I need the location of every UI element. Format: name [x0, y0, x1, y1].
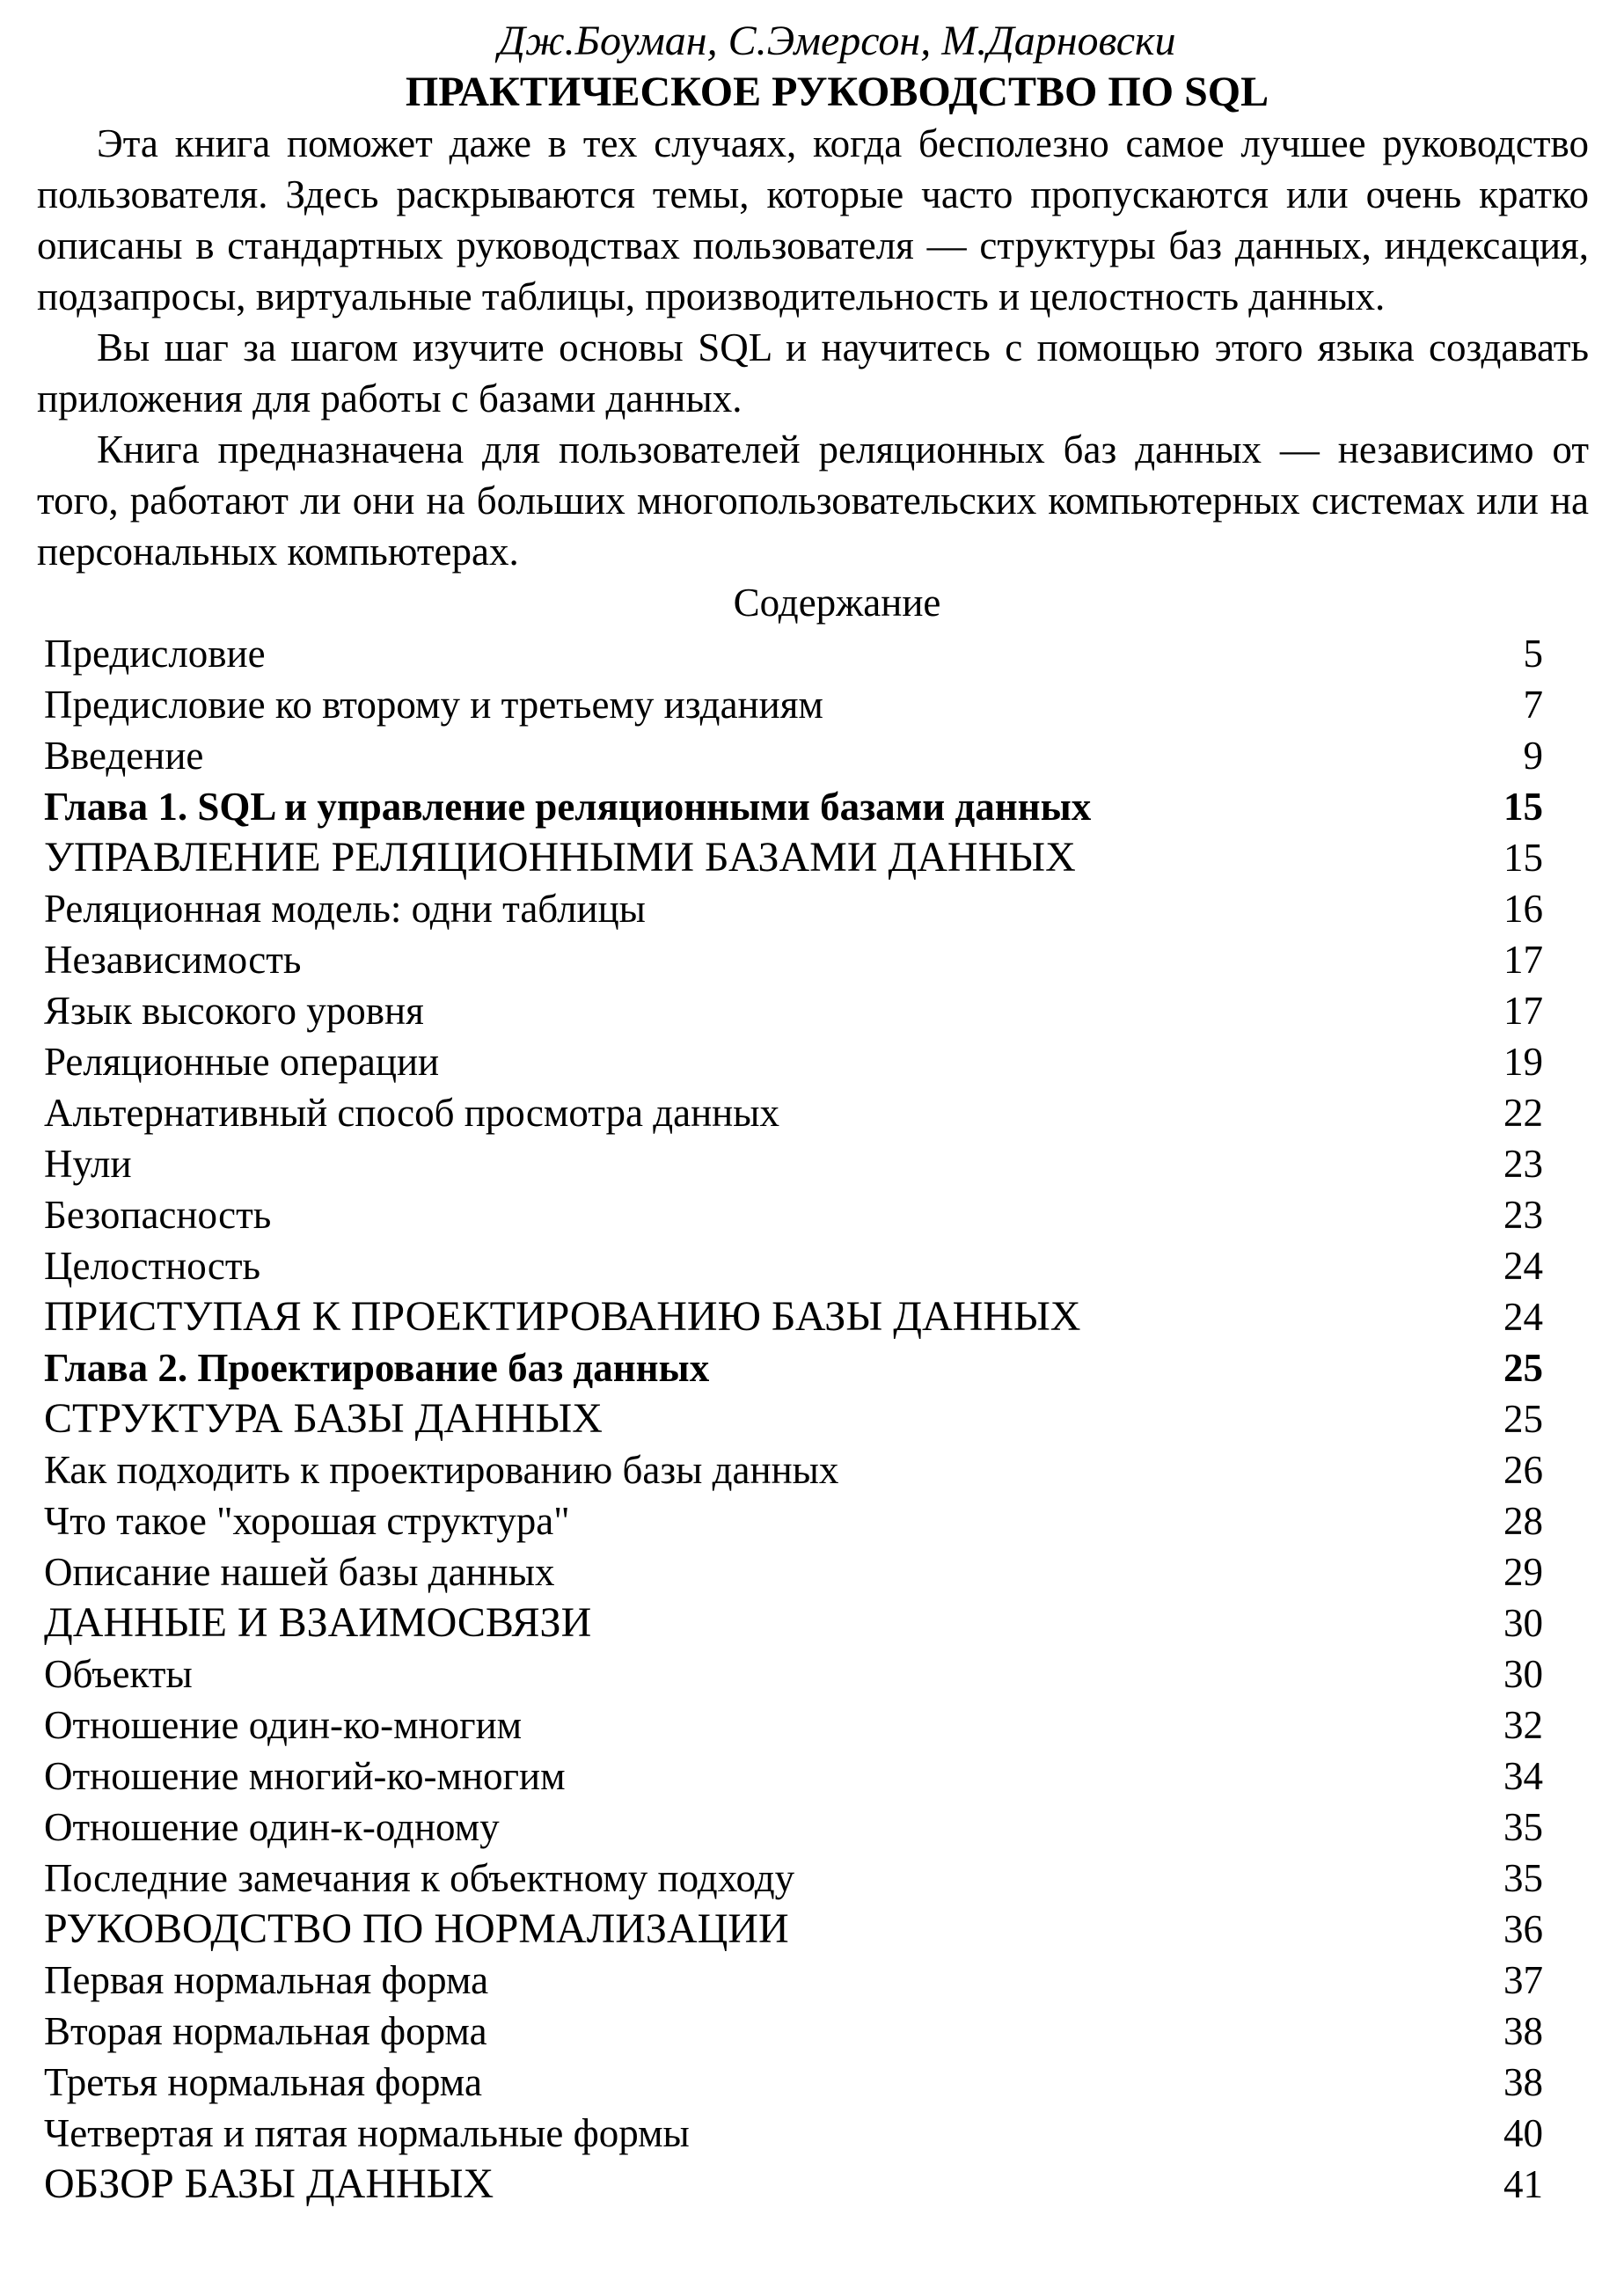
toc-entry	[37, 1036, 1589, 1087]
toc-entry-page-number: 34	[1503, 1754, 1543, 1798]
toc-entry	[37, 1649, 1589, 1700]
toc-heading: Содержание	[733, 581, 941, 625]
toc-entry-page-number: 38	[1503, 2009, 1543, 2053]
toc-entry-page-number: 17	[1503, 989, 1543, 1033]
toc-entry	[37, 1495, 1589, 1546]
toc-entry	[37, 2108, 1589, 2159]
toc-entry-page-number: 35	[1503, 1805, 1543, 1849]
authors-line: Дж.Боуман, С.Эмерсон, М.Дарновски	[498, 18, 1176, 64]
table-of-contents	[37, 628, 1589, 2210]
toc-entry-title: Как подходить к проектированию базы данных	[44, 1448, 839, 1492]
toc-entry-title: ПРИСТУПАЯ К ПРОЕКТИРОВАНИЮ БАЗЫ ДАННЫХ	[44, 1293, 1081, 1340]
toc-entry-title: Предисловие	[44, 632, 266, 676]
toc-entry-page-number: 17	[1503, 938, 1543, 982]
toc-entry-title: ОБЗОР БАЗЫ ДАННЫХ	[44, 2160, 494, 2207]
toc-entry-page-number: 40	[1503, 2111, 1543, 2155]
toc-entry	[37, 1393, 1589, 1444]
toc-entry-title: Отношение один-ко-многим	[44, 1703, 523, 1747]
toc-entry	[37, 2159, 1589, 2210]
toc-entry	[37, 2006, 1589, 2057]
toc-entry-title: СТРУКТУРА БАЗЫ ДАННЫХ	[44, 1395, 603, 1442]
toc-entry-page-number: 29	[1503, 1550, 1543, 1594]
toc-entry-title: Четвертая и пятая нормальные формы	[44, 2111, 690, 2155]
toc-entry-title: Последние замечания к объектному подходу	[44, 1856, 795, 1900]
toc-entry-title: Язык высокого уровня	[44, 989, 424, 1033]
toc-entry-page-number: 28	[1503, 1499, 1543, 1543]
toc-entry	[37, 679, 1589, 730]
toc-entry	[37, 985, 1589, 1036]
toc-entry-page-number: 26	[1503, 1448, 1543, 1492]
toc-entry-page-number: 25	[1503, 1346, 1543, 1390]
toc-entry-page-number: 5	[1523, 632, 1543, 676]
toc-entry	[37, 1751, 1589, 1802]
toc-entry-title: Описание нашей базы данных	[44, 1550, 555, 1594]
toc-entry-title: Альтернативный способ просмотра данных	[44, 1091, 779, 1135]
toc-entry	[37, 628, 1589, 679]
book-title: ПРАКТИЧЕСКОЕ РУКОВОДСТВО ПО SQL	[405, 69, 1269, 115]
toc-entry	[37, 1087, 1589, 1138]
toc-entry-title: Введение	[44, 734, 204, 778]
toc-entry-page-number: 22	[1503, 1091, 1543, 1135]
toc-entry-page-number: 16	[1503, 887, 1543, 931]
toc-entry-title: Вторая нормальная форма	[44, 2009, 487, 2053]
toc-entry	[37, 1291, 1589, 1342]
toc-entry	[37, 934, 1589, 985]
toc-entry	[37, 1342, 1589, 1393]
toc-entry-title: Реляционная модель: одни таблицы	[44, 887, 646, 931]
toc-entry-page-number: 15	[1503, 785, 1543, 829]
toc-entry-title: УПРАВЛЕНИЕ РЕЛЯЦИОННЫМИ БАЗАМИ ДАННЫХ	[44, 834, 1076, 881]
toc-entry-title: Целостность	[44, 1244, 261, 1288]
toc-entry	[37, 883, 1589, 934]
toc-entry-page-number: 36	[1503, 1907, 1543, 1951]
toc-entry-page-number: 24	[1503, 1295, 1543, 1339]
toc-entry-title: Глава 1. SQL и управление реляционными базами данных	[44, 785, 1092, 829]
toc-entry-title: Что такое "хорошая структура"	[44, 1499, 570, 1543]
toc-entry-title: Нули	[44, 1142, 132, 1186]
toc-entry	[37, 1853, 1589, 1904]
toc-entry-title: Реляционные операции	[44, 1040, 440, 1084]
toc-entry	[37, 1700, 1589, 1751]
toc-entry	[37, 1138, 1589, 1189]
toc-entry-page-number: 30	[1503, 1601, 1543, 1645]
toc-entry-page-number: 15	[1503, 836, 1543, 880]
toc-entry-page-number: 19	[1503, 1040, 1543, 1084]
toc-entry-title: Независимость	[44, 938, 302, 982]
toc-entry-page-number: 41	[1503, 2162, 1543, 2206]
toc-entry	[37, 832, 1589, 883]
toc-entry	[37, 2057, 1589, 2108]
toc-entry-title: Отношение многий-ко-многим	[44, 1754, 566, 1798]
toc-entry	[37, 1904, 1589, 1955]
intro-paragraph: Эта книга поможет даже в тех случаях, когда бесполезно самое лучшее руководство пользователя. Здесь раскрываются темы, которые часто пропускаются или очень кратко описаны в стандартных руководствах пользователя — структуры баз данных, индексация, подзапросы, виртуальные таблицы, производительность и целостность данных.	[37, 121, 1589, 318]
toc-entry-page-number: 30	[1503, 1652, 1543, 1696]
toc-entry-title: Глава 2. Проектирование баз данных	[44, 1346, 710, 1390]
intro-paragraph: Вы шаг за шагом изучите основы SQL и научитесь с помощью этого языка создавать приложения для работы с базами данных.	[37, 325, 1589, 420]
toc-entry-page-number: 9	[1523, 734, 1543, 778]
toc-entry-page-number: 7	[1523, 683, 1543, 727]
toc-entry	[37, 781, 1589, 832]
toc-entry	[37, 1546, 1589, 1597]
toc-entry	[37, 730, 1589, 781]
toc-entry-title: Предисловие ко второму и третьему изданиям	[44, 683, 823, 727]
intro-paragraph: Книга предназначена для пользователей реляционных баз данных — независимо от того, работают ли они на больших многопользовательских компьютерных системах или на персональных компьютерах.	[37, 428, 1589, 574]
toc-entry	[37, 1955, 1589, 2006]
toc-entry-title: Объекты	[44, 1652, 193, 1696]
toc-entry-title: РУКОВОДСТВО ПО НОРМАЛИЗАЦИИ	[44, 1905, 789, 1952]
toc-entry-title: Отношение один-к-одному	[44, 1805, 500, 1849]
toc-entry	[37, 1189, 1589, 1240]
toc-entry	[37, 1802, 1589, 1853]
toc-entry-title: Безопасность	[44, 1193, 272, 1237]
toc-entry-page-number: 23	[1503, 1142, 1543, 1186]
toc-entry-page-number: 38	[1503, 2060, 1543, 2104]
document-page	[37, 16, 1589, 2210]
toc-entry-page-number: 24	[1503, 1244, 1543, 1288]
toc-entry	[37, 1240, 1589, 1291]
toc-entry-title: Третья нормальная форма	[44, 2060, 482, 2104]
toc-entry-page-number: 37	[1503, 1958, 1543, 2002]
toc-entry	[37, 1597, 1589, 1649]
toc-entry-title: ДАННЫЕ И ВЗАИМОСВЯЗИ	[44, 1599, 592, 1646]
toc-entry-page-number: 32	[1503, 1703, 1543, 1747]
toc-entry-page-number: 25	[1503, 1397, 1543, 1441]
toc-entry-page-number: 23	[1503, 1193, 1543, 1237]
toc-entry	[37, 1444, 1589, 1495]
toc-entry-title: Первая нормальная форма	[44, 1958, 489, 2002]
toc-entry-page-number: 35	[1503, 1856, 1543, 1900]
